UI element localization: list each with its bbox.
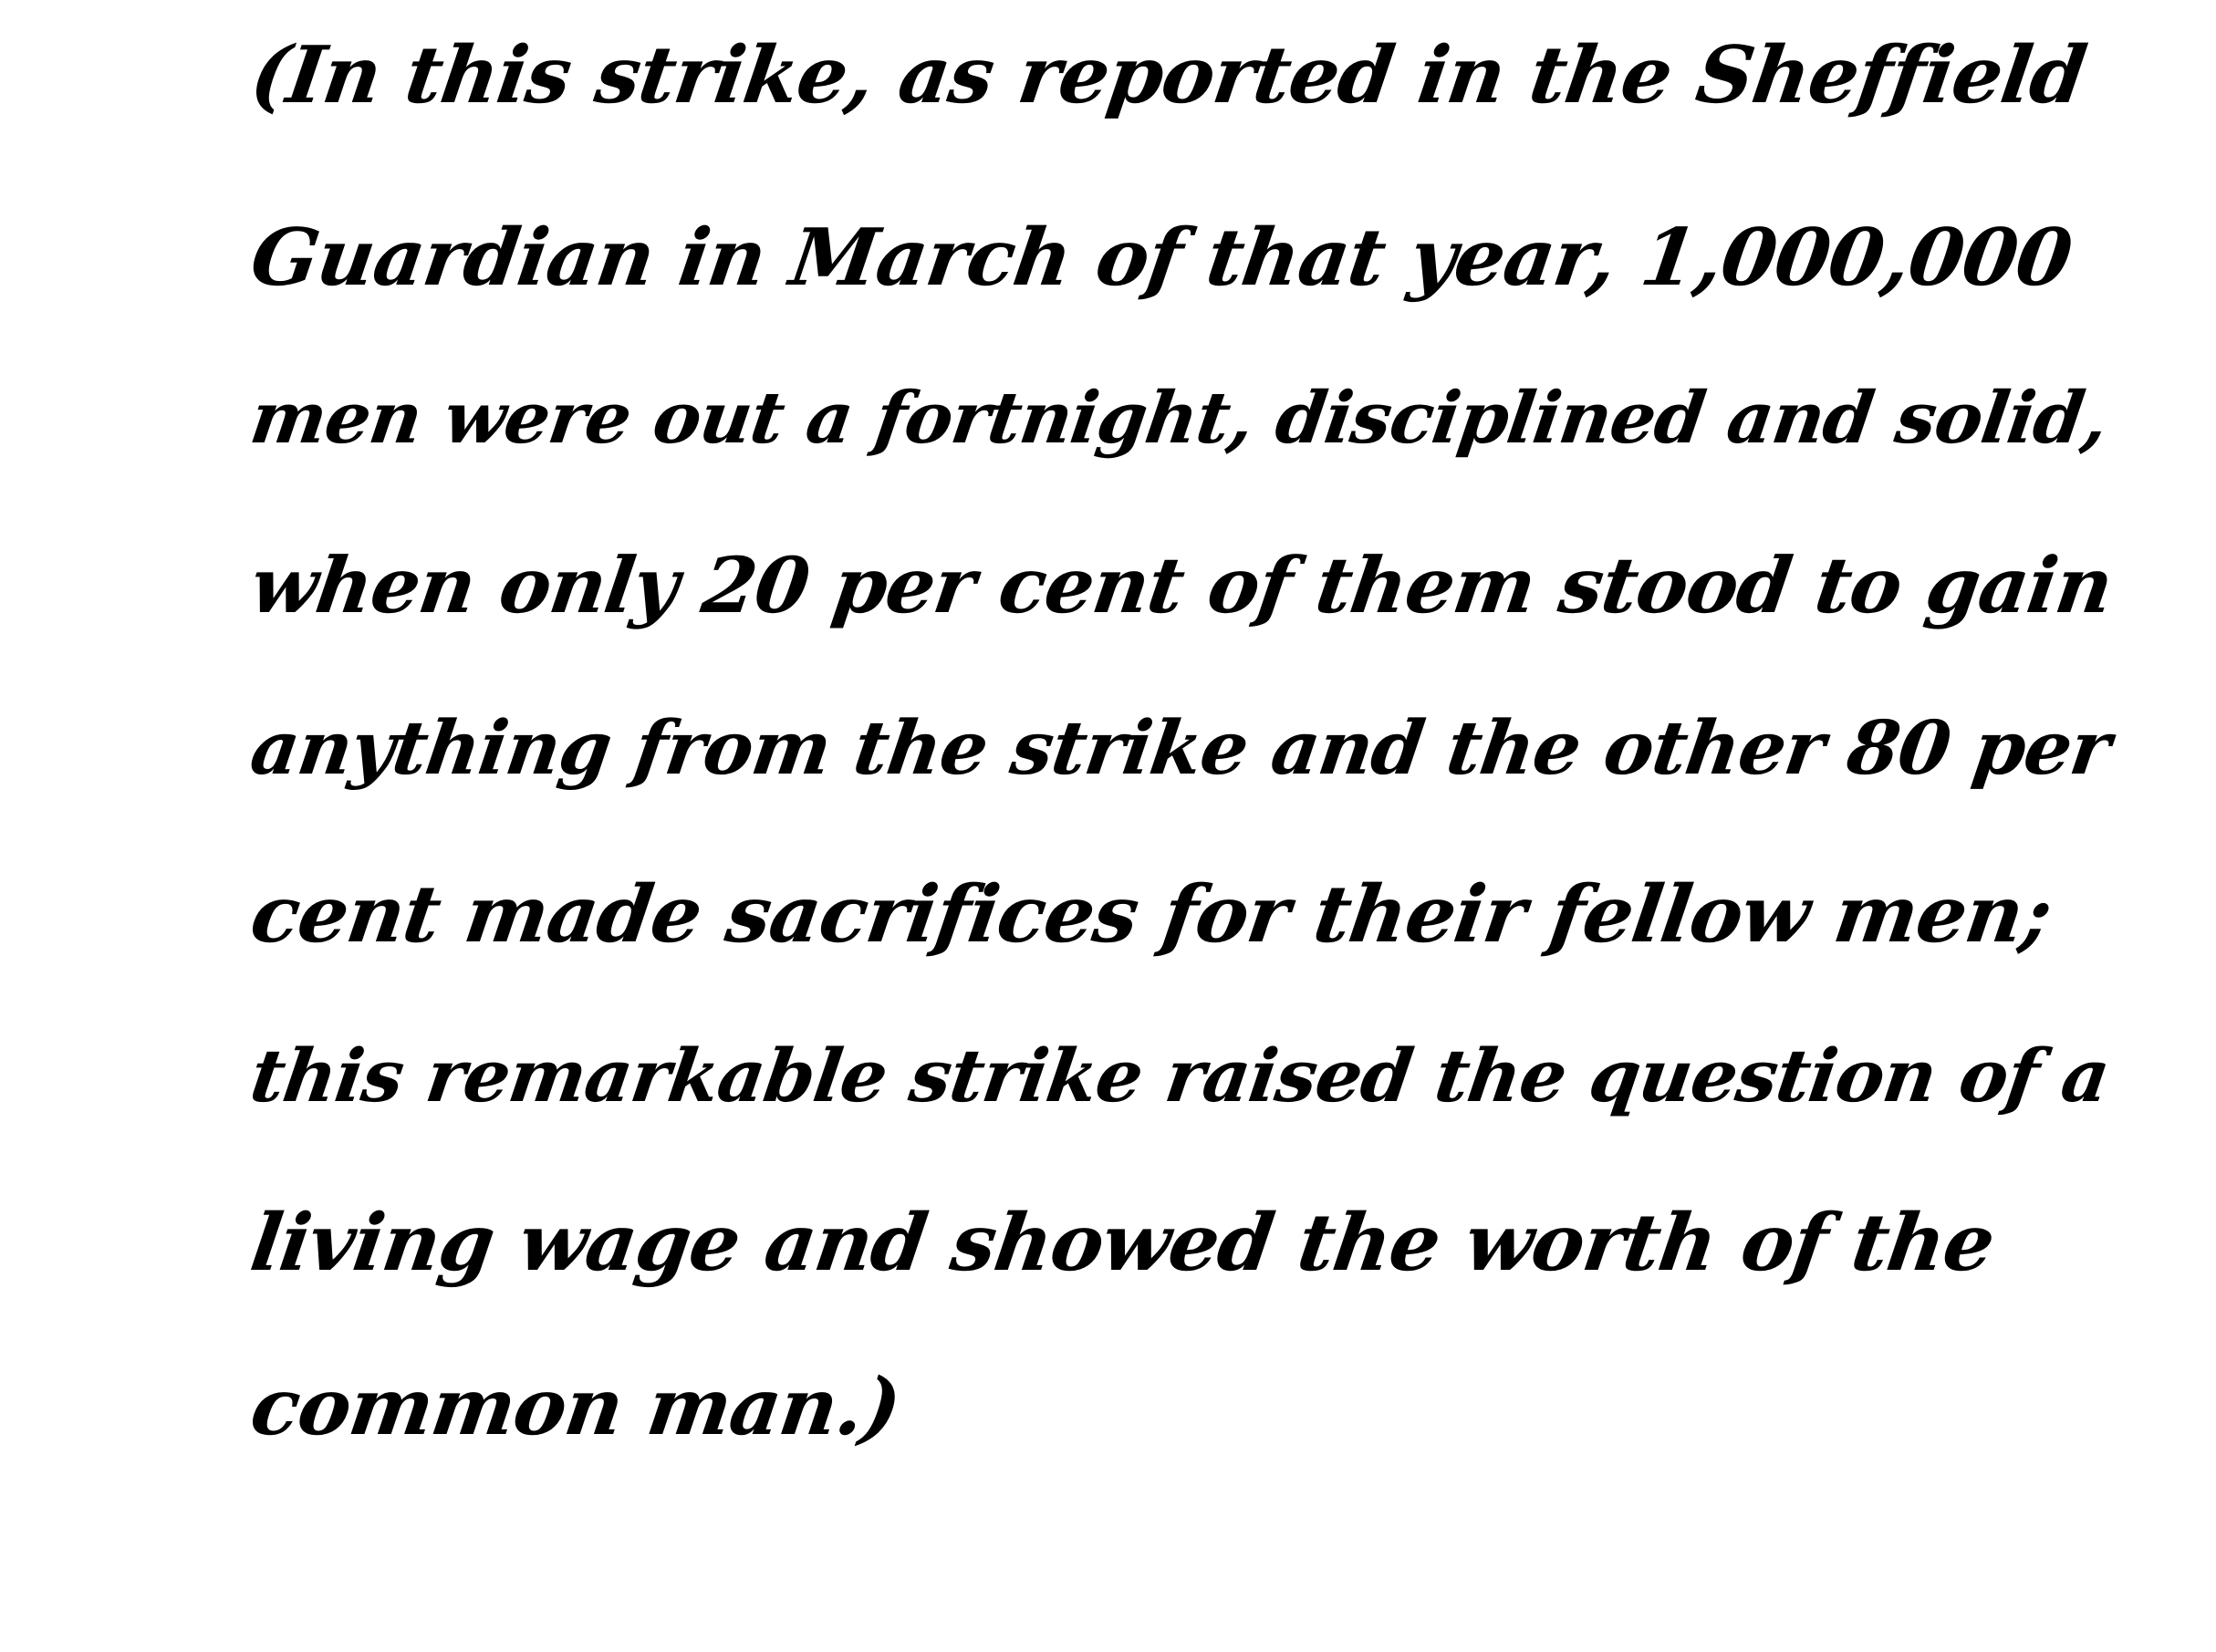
text-line-9: common man.): [245, 1361, 906, 1453]
text-line-2: Guardian in March of that year, 1,000,000: [245, 212, 2077, 304]
text-line-6: cent made sacrifices for their fellow men;: [245, 868, 2057, 961]
text-line-8: living wage and showed the worth of the: [245, 1197, 2000, 1289]
text-line-7: this remarkable strike raised the question of a: [245, 1033, 2115, 1118]
text-line-5: anything from the strike and the other 80 per: [245, 705, 2116, 792]
text-line-3: men were out a fortnight, disciplined and solid,: [245, 377, 2113, 460]
text-line-1: (In this strike, as reported in the Sheffield: [245, 29, 2092, 121]
text-line-4: when only 20 per cent of them stood to gain: [245, 540, 2118, 630]
